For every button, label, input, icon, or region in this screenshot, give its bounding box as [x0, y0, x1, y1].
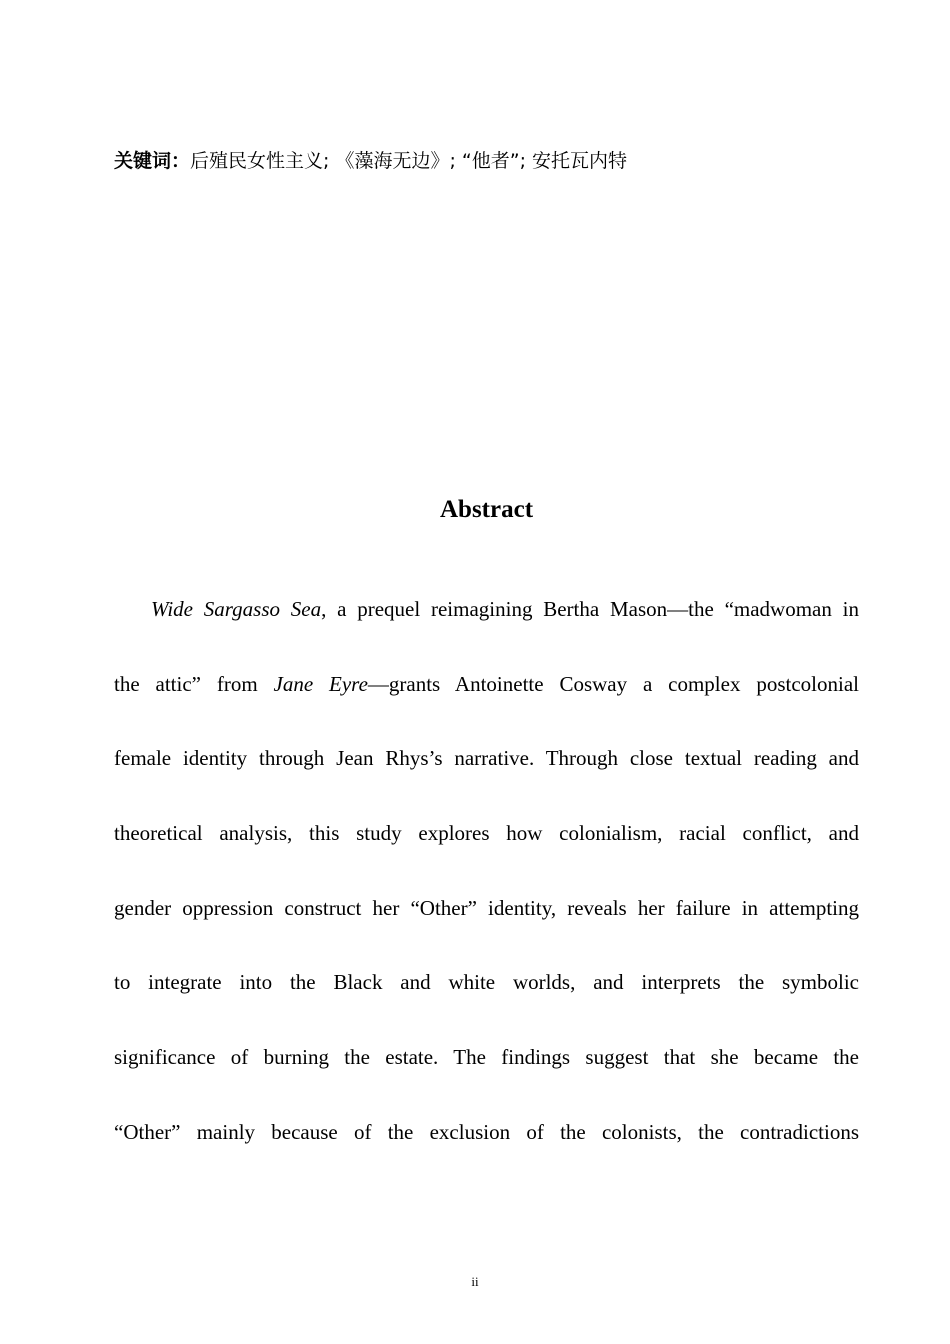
abstract-line: [114, 1113, 859, 1188]
abstract-line: [114, 814, 859, 889]
abstract-line: [114, 889, 859, 964]
abstract-line: [114, 665, 859, 740]
keywords-label: 关键词：: [114, 150, 191, 172]
abstract-line: [114, 590, 859, 665]
abstract-text: “Other” mainly because of the exclusion of the colonists, the contradictions: [114, 1119, 859, 1144]
abstract-text: theoretical analysis, this study explores how colonialism, racial conflict, and: [114, 821, 859, 846]
italic-title-text: Jane Eyre: [273, 671, 368, 696]
keywords-value: 后殖民女性主义; 《藻海无边》; “他者”; 安托瓦内特: [190, 150, 628, 172]
abstract-body: [114, 590, 859, 1188]
keywords-line: [114, 146, 859, 176]
abstract-text: significance of burning the estate. The findings suggest that she became the: [114, 1045, 859, 1070]
abstract-heading: Abstract: [439, 496, 534, 523]
abstract-text: to integrate into the Black and white worlds, and interprets the symbolic: [114, 970, 859, 995]
abstract-line: [114, 739, 859, 814]
abstract-text: female identity through Jean Rhys’s narrative. Through close textual reading and: [114, 746, 859, 771]
italic-title-text: Wide Sargasso Sea: [151, 597, 322, 621]
abstract-text: gender oppression construct her “Other” identity, reveals her failure in attempting: [114, 895, 859, 920]
abstract-line: [114, 963, 859, 1038]
abstract-line: [114, 1038, 859, 1113]
abstract-text: —grants Antoinette Cosway a complex postcolonial: [367, 671, 859, 696]
page-number: ii: [471, 1274, 479, 1289]
abstract-text: the attic” from: [114, 671, 274, 696]
abstract-text: , a prequel reimagining Bertha Mason—the “madwoman in: [321, 597, 859, 621]
